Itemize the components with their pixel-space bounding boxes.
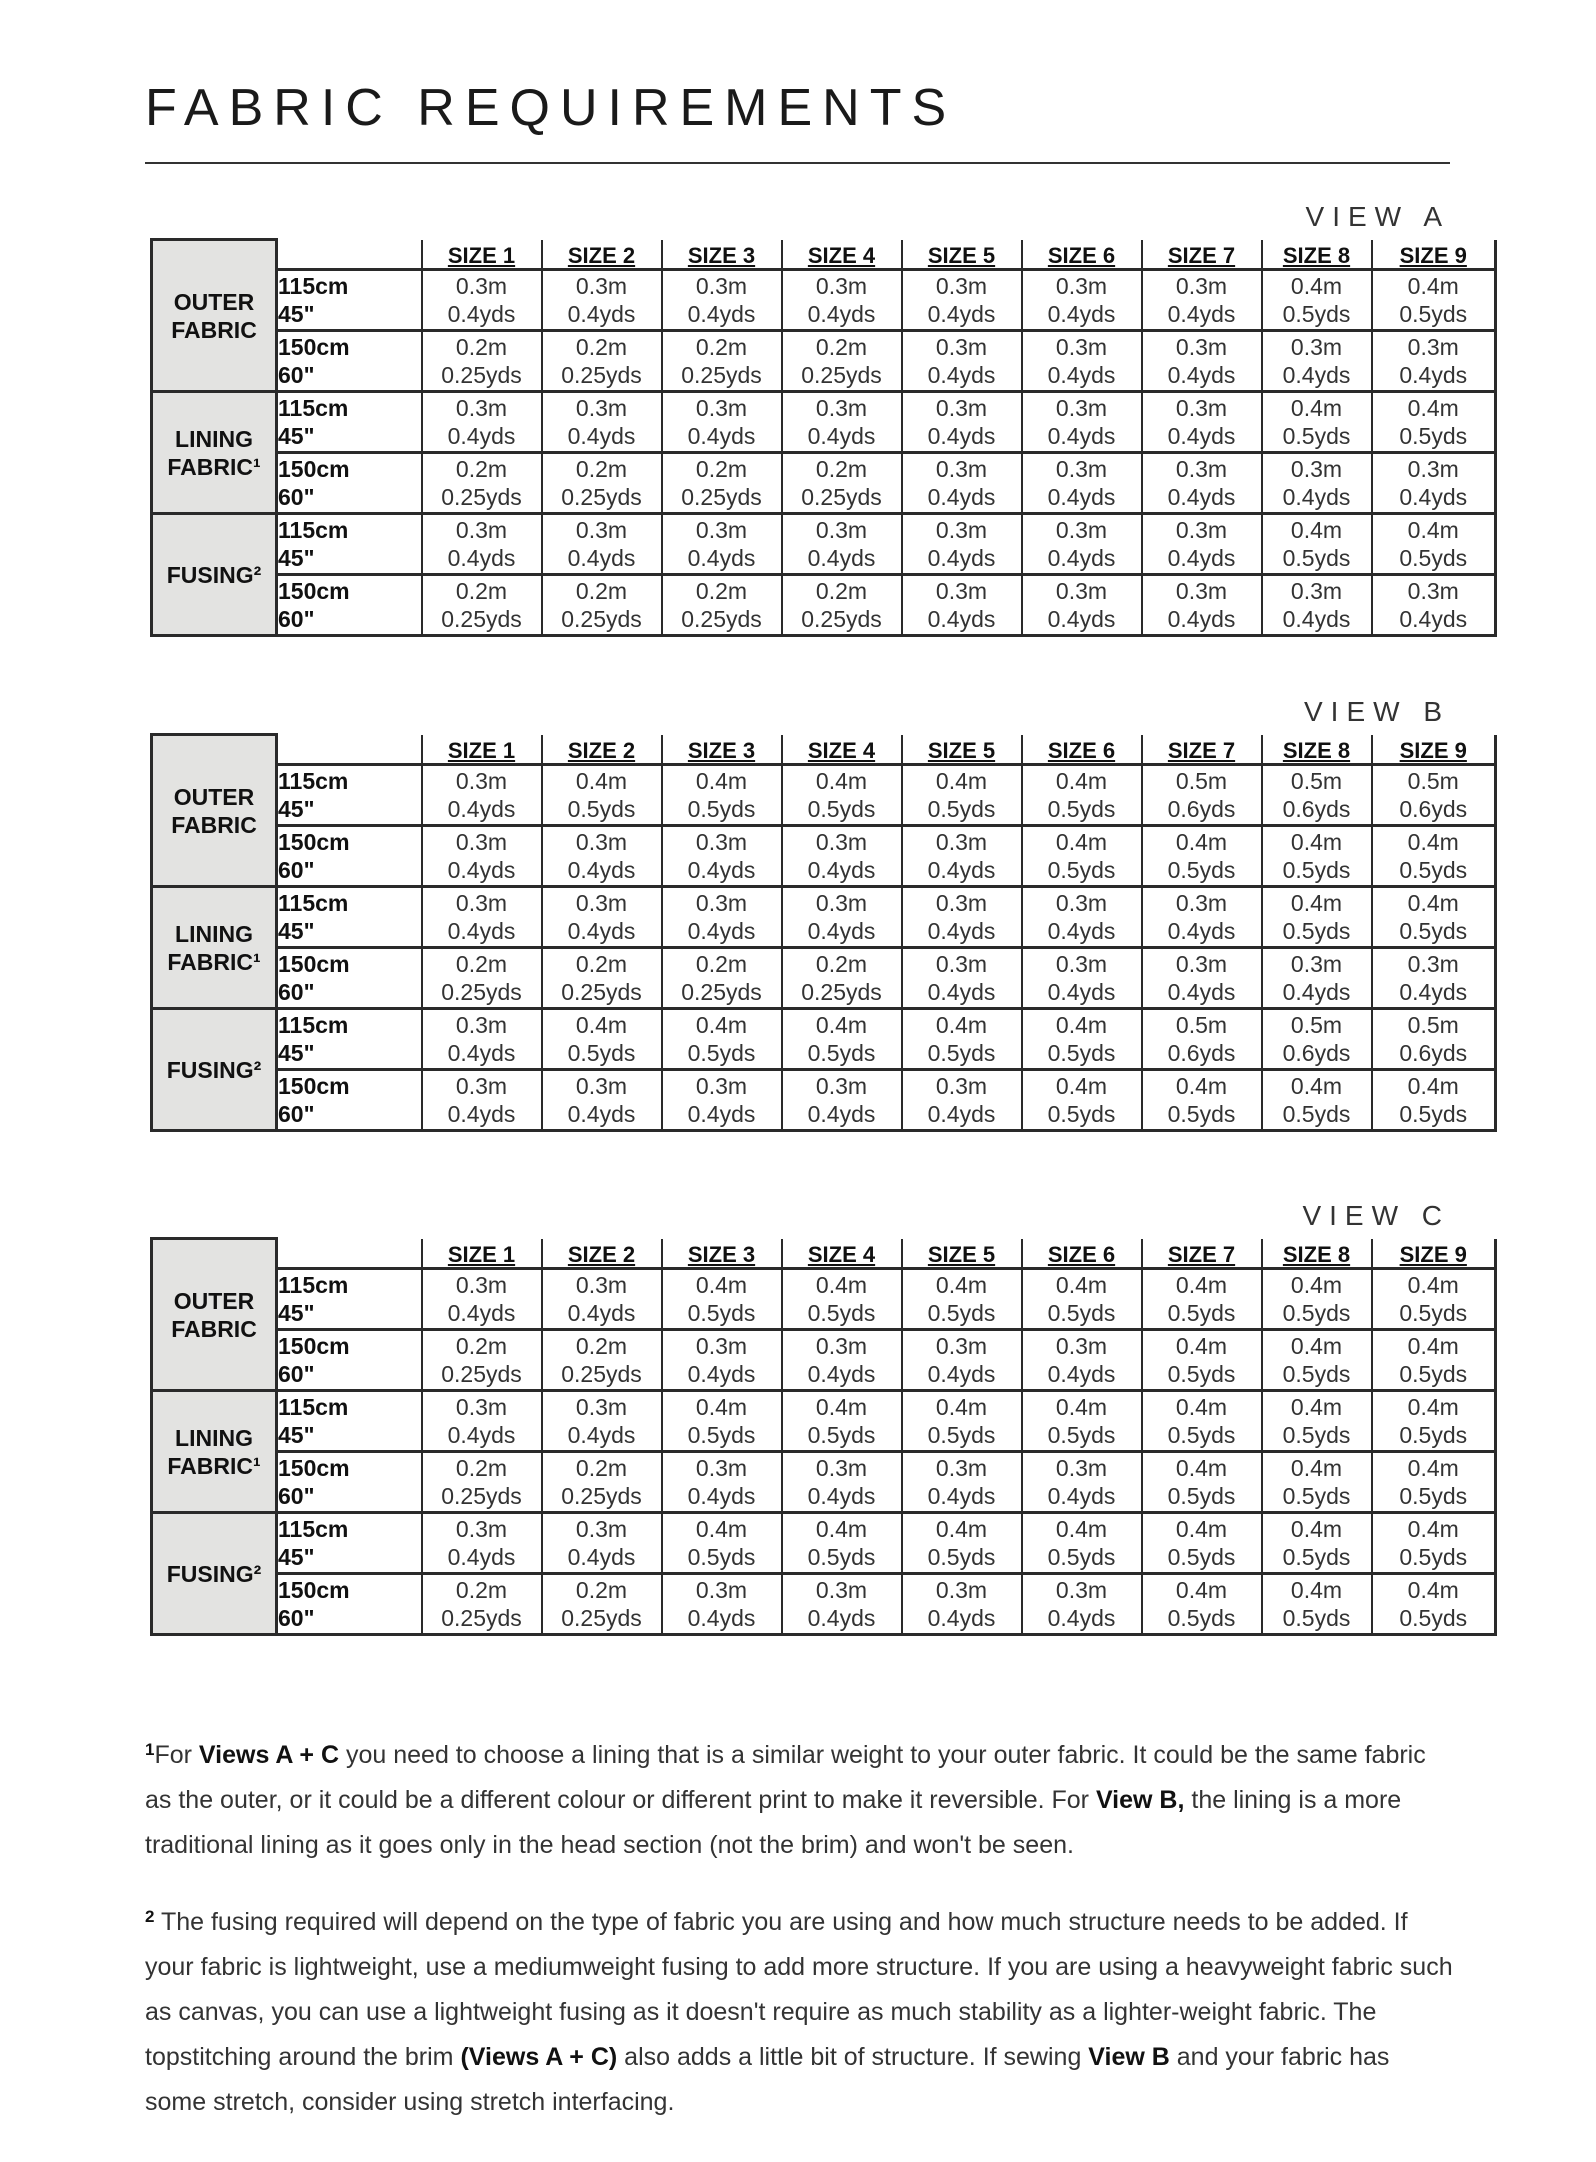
requirement-cell: 0.4m 0.5yds (1022, 1070, 1142, 1131)
size-header: SIZE 2 (542, 1239, 662, 1269)
requirement-cell: 0.3m 0.4yds (662, 270, 782, 331)
requirement-cell: 0.4m 0.5yds (1022, 1009, 1142, 1070)
requirement-cell: 0.2m 0.25yds (662, 948, 782, 1009)
requirement-cell: 0.3m 0.4yds (782, 1330, 902, 1391)
requirement-cell: 0.3m 0.4yds (422, 1391, 542, 1452)
fabric-width: 150cm 60" (277, 331, 422, 392)
view-a-table (150, 238, 1497, 637)
size-header: SIZE 3 (662, 240, 782, 270)
title-divider (145, 162, 1450, 164)
requirement-cell: 0.4m 0.5yds (1372, 887, 1496, 948)
size-header: SIZE 3 (662, 1239, 782, 1269)
requirement-cell: 0.3m 0.4yds (1022, 1330, 1142, 1391)
requirement-cell: 0.3m 0.4yds (662, 887, 782, 948)
requirement-cell: 0.3m 0.4yds (902, 826, 1022, 887)
size-header: SIZE 7 (1142, 1239, 1262, 1269)
requirement-cell: 0.3m 0.4yds (902, 392, 1022, 453)
requirement-cell: 0.3m 0.4yds (542, 1269, 662, 1330)
requirement-cell: 0.4m 0.5yds (1262, 887, 1372, 948)
footnote-text: you need to choose a lining that is a similar weight to your outer fabric. It could be the same fabric as the outer, or it could be a different colour or different print to make it reversible. For (145, 1741, 1426, 1814)
requirement-cell: 0.4m 0.5yds (1142, 1330, 1262, 1391)
table-row (152, 575, 1496, 636)
requirement-cell: 0.4m 0.5yds (782, 1391, 902, 1452)
footnote-emphasis: View B (1088, 2043, 1170, 2071)
requirement-cell: 0.3m 0.4yds (1022, 575, 1142, 636)
requirement-cell: 0.3m 0.4yds (422, 1513, 542, 1574)
requirement-cell: 0.3m 0.4yds (1142, 514, 1262, 575)
requirement-cell: 0.2m 0.25yds (422, 575, 542, 636)
footnote-text: the lining is a more traditional lining as it goes only in the head section (not the brim) and won't be seen. (145, 1786, 1402, 1859)
requirement-cell: 0.3m 0.4yds (782, 514, 902, 575)
requirement-cell: 0.3m 0.4yds (1372, 948, 1496, 1009)
requirement-cell: 0.3m 0.4yds (782, 1452, 902, 1513)
table-row (152, 331, 1496, 392)
requirement-cell: 0.3m 0.4yds (422, 1269, 542, 1330)
requirement-cell: 0.4m 0.5yds (782, 1269, 902, 1330)
requirement-cell: 0.3m 0.4yds (1262, 453, 1372, 514)
requirement-cell: 0.2m 0.25yds (542, 575, 662, 636)
requirement-cell: 0.3m 0.4yds (1022, 392, 1142, 453)
size-header: SIZE 1 (422, 735, 542, 765)
requirement-cell: 0.4m 0.5yds (1372, 1330, 1496, 1391)
requirement-cell: 0.4m 0.5yds (1372, 826, 1496, 887)
requirement-cell: 0.3m 0.4yds (1372, 453, 1496, 514)
group-label: OUTER FABRIC (152, 1239, 277, 1391)
requirement-cell: 0.4m 0.5yds (1372, 514, 1496, 575)
requirement-cell: 0.4m 0.5yds (1022, 1391, 1142, 1452)
footnote-emphasis: Views A + C (198, 1741, 340, 1769)
requirement-cell: 0.3m 0.4yds (1022, 453, 1142, 514)
footnote-text: For (154, 1741, 199, 1769)
requirement-cell: 0.4m 0.5yds (782, 1009, 902, 1070)
requirement-cell: 0.3m 0.4yds (1142, 453, 1262, 514)
requirement-cell: 0.3m 0.4yds (902, 331, 1022, 392)
requirement-cell: 0.3m 0.4yds (422, 514, 542, 575)
size-header: SIZE 1 (422, 1239, 542, 1269)
requirement-cell: 0.4m 0.5yds (1142, 1452, 1262, 1513)
requirement-cell: 0.3m 0.4yds (1022, 514, 1142, 575)
table-row (152, 392, 1496, 453)
requirement-cell: 0.3m 0.4yds (902, 270, 1022, 331)
requirement-cell: 0.3m 0.4yds (422, 887, 542, 948)
view-b-table (150, 733, 1497, 1132)
requirement-cell: 0.3m 0.4yds (1142, 575, 1262, 636)
requirement-cell: 0.3m 0.4yds (1372, 575, 1496, 636)
requirement-cell: 0.4m 0.5yds (1262, 1330, 1372, 1391)
requirement-cell: 0.4m 0.5yds (1262, 270, 1372, 331)
requirement-cell: 0.3m 0.4yds (542, 1070, 662, 1131)
size-header: SIZE 2 (542, 240, 662, 270)
requirement-cell: 0.3m 0.4yds (782, 1070, 902, 1131)
requirement-cell: 0.5m 0.6yds (1372, 1009, 1496, 1070)
requirement-cell: 0.4m 0.5yds (662, 1391, 782, 1452)
requirement-cell: 0.4m 0.5yds (902, 765, 1022, 826)
table-row (152, 1513, 1496, 1574)
requirement-cell: 0.2m 0.25yds (542, 1452, 662, 1513)
table-row (152, 1070, 1496, 1131)
requirement-cell: 0.3m 0.4yds (422, 1070, 542, 1131)
requirement-cell: 0.4m 0.5yds (1262, 514, 1372, 575)
table-row (152, 1009, 1496, 1070)
size-header: SIZE 4 (782, 1239, 902, 1269)
requirement-cell: 0.4m 0.5yds (1022, 765, 1142, 826)
requirement-cell: 0.4m 0.5yds (1372, 1070, 1496, 1131)
requirement-cell: 0.2m 0.25yds (782, 331, 902, 392)
requirement-cell: 0.4m 0.5yds (662, 1009, 782, 1070)
requirement-cell: 0.4m 0.5yds (662, 765, 782, 826)
requirement-cell: 0.3m 0.4yds (1142, 270, 1262, 331)
requirement-cell: 0.4m 0.5yds (1262, 1574, 1372, 1635)
size-header: SIZE 9 (1372, 1239, 1496, 1269)
requirement-cell: 0.3m 0.4yds (662, 1070, 782, 1131)
fabric-width: 115cm 45" (277, 887, 422, 948)
size-header: SIZE 6 (1022, 240, 1142, 270)
requirement-cell: 0.2m 0.25yds (422, 1574, 542, 1635)
requirement-cell: 0.3m 0.4yds (1142, 887, 1262, 948)
table-row (152, 948, 1496, 1009)
group-label: FUSING² (152, 1513, 277, 1635)
group-label: LINING FABRIC¹ (152, 887, 277, 1009)
requirement-cell: 0.3m 0.4yds (902, 453, 1022, 514)
fabric-width: 150cm 60" (277, 1070, 422, 1131)
requirement-cell: 0.4m 0.5yds (902, 1269, 1022, 1330)
requirement-cell: 0.5m 0.6yds (1142, 765, 1262, 826)
fabric-width: 150cm 60" (277, 453, 422, 514)
requirement-cell: 0.5m 0.6yds (1372, 765, 1496, 826)
footnote-text: also adds a little bit of structure. If sewing (617, 2043, 1089, 2071)
group-label: OUTER FABRIC (152, 240, 277, 392)
fabric-width: 150cm 60" (277, 948, 422, 1009)
size-header: SIZE 4 (782, 735, 902, 765)
requirement-cell: 0.5m 0.6yds (1142, 1009, 1262, 1070)
fabric-width: 150cm 60" (277, 826, 422, 887)
requirement-cell: 0.4m 0.5yds (1372, 270, 1496, 331)
requirement-cell: 0.4m 0.5yds (1372, 1574, 1496, 1635)
footnote-marker: 2 (145, 1907, 155, 1926)
requirement-cell: 0.3m 0.4yds (902, 1070, 1022, 1131)
requirement-cell: 0.3m 0.4yds (902, 1330, 1022, 1391)
requirement-cell: 0.4m 0.5yds (782, 1513, 902, 1574)
requirement-cell: 0.4m 0.5yds (1022, 1513, 1142, 1574)
requirement-cell: 0.5m 0.6yds (1262, 765, 1372, 826)
fabric-width: 150cm 60" (277, 575, 422, 636)
requirement-cell: 0.4m 0.5yds (782, 765, 902, 826)
requirement-cell: 0.3m 0.4yds (422, 392, 542, 453)
footnote-1 (145, 1727, 1455, 1868)
requirement-cell: 0.2m 0.25yds (422, 1330, 542, 1391)
requirement-cell: 0.2m 0.25yds (542, 1574, 662, 1635)
group-label: LINING FABRIC¹ (152, 392, 277, 514)
group-label: LINING FABRIC¹ (152, 1391, 277, 1513)
group-label: FUSING² (152, 1009, 277, 1131)
requirement-cell: 0.3m 0.4yds (902, 948, 1022, 1009)
header-corner (277, 735, 422, 765)
requirement-cell: 0.3m 0.4yds (422, 270, 542, 331)
size-header: SIZE 9 (1372, 240, 1496, 270)
requirement-cell: 0.3m 0.4yds (902, 887, 1022, 948)
requirement-cell: 0.3m 0.4yds (662, 514, 782, 575)
size-header: SIZE 5 (902, 240, 1022, 270)
size-header: SIZE 9 (1372, 735, 1496, 765)
requirement-cell: 0.5m 0.6yds (1262, 1009, 1372, 1070)
size-header: SIZE 8 (1262, 1239, 1372, 1269)
requirement-cell: 0.3m 0.4yds (1022, 887, 1142, 948)
header-corner (277, 240, 422, 270)
requirement-cell: 0.4m 0.5yds (1262, 1513, 1372, 1574)
group-label: FUSING² (152, 514, 277, 636)
requirement-cell: 0.3m 0.4yds (1022, 270, 1142, 331)
requirement-cell: 0.2m 0.25yds (782, 575, 902, 636)
fabric-width: 115cm 45" (277, 765, 422, 826)
fabric-width: 115cm 45" (277, 270, 422, 331)
fabric-width: 150cm 60" (277, 1330, 422, 1391)
requirement-cell: 0.3m 0.4yds (542, 392, 662, 453)
requirement-cell: 0.4m 0.5yds (1142, 1574, 1262, 1635)
requirement-cell: 0.4m 0.5yds (1142, 1391, 1262, 1452)
requirement-cell: 0.4m 0.5yds (662, 1269, 782, 1330)
requirement-cell: 0.4m 0.5yds (542, 765, 662, 826)
table-row (152, 1330, 1496, 1391)
requirement-cell: 0.4m 0.5yds (1262, 826, 1372, 887)
requirement-cell: 0.3m 0.4yds (902, 1452, 1022, 1513)
size-header: SIZE 8 (1262, 240, 1372, 270)
size-header: SIZE 2 (542, 735, 662, 765)
requirement-cell: 0.3m 0.4yds (1142, 331, 1262, 392)
requirement-cell: 0.2m 0.25yds (542, 948, 662, 1009)
requirement-cell: 0.3m 0.4yds (662, 1452, 782, 1513)
requirement-cell: 0.3m 0.4yds (1022, 1452, 1142, 1513)
size-header: SIZE 7 (1142, 240, 1262, 270)
view-b-label: VIEW B (1303, 696, 1450, 727)
size-header: SIZE 5 (902, 1239, 1022, 1269)
size-header: SIZE 1 (422, 240, 542, 270)
requirement-cell: 0.2m 0.25yds (422, 331, 542, 392)
requirement-cell: 0.3m 0.4yds (662, 826, 782, 887)
requirement-cell: 0.3m 0.4yds (1262, 575, 1372, 636)
view-a-label: VIEW A (1305, 201, 1450, 232)
table-row (152, 514, 1496, 575)
fabric-width: 115cm 45" (277, 392, 422, 453)
requirement-cell: 0.4m 0.5yds (1142, 1513, 1262, 1574)
requirement-cell: 0.4m 0.5yds (1372, 392, 1496, 453)
requirement-cell: 0.4m 0.5yds (1142, 826, 1262, 887)
requirement-cell: 0.4m 0.5yds (902, 1009, 1022, 1070)
table-row (152, 1391, 1496, 1452)
requirement-cell: 0.2m 0.25yds (422, 948, 542, 1009)
footnote-text: and your fabric has some stretch, consider using stretch interfacing. (145, 2043, 1390, 2116)
requirement-cell: 0.3m 0.4yds (1022, 948, 1142, 1009)
requirement-cell: 0.4m 0.5yds (1022, 826, 1142, 887)
requirement-cell: 0.4m 0.5yds (1142, 1070, 1262, 1131)
table-row (152, 1452, 1496, 1513)
requirement-cell: 0.3m 0.4yds (662, 392, 782, 453)
requirement-cell: 0.3m 0.4yds (662, 1330, 782, 1391)
requirement-cell: 0.2m 0.25yds (782, 453, 902, 514)
requirement-cell: 0.4m 0.5yds (1372, 1513, 1496, 1574)
footnote-2 (145, 1894, 1455, 2125)
view-c-label: VIEW C (1302, 1200, 1450, 1231)
requirement-cell: 0.3m 0.4yds (1142, 948, 1262, 1009)
requirement-cell: 0.3m 0.4yds (782, 887, 902, 948)
fabric-width: 115cm 45" (277, 514, 422, 575)
footnote-text: The fusing required will depend on the type of fabric you are using and how much structure needs to be added. If your fabric is lightweight, use a mediumweight fusing to add more structure. If you are using a heavyweight fabric such as canvas, you can use a lightweight fusing as it doesn't require as much stability as a lighter-weight fabric. The topstitching around the brim (145, 1908, 1453, 2071)
requirement-cell: 0.3m 0.4yds (782, 270, 902, 331)
requirement-cell: 0.2m 0.25yds (422, 453, 542, 514)
requirement-cell: 0.2m 0.25yds (542, 331, 662, 392)
requirement-cell: 0.2m 0.25yds (662, 453, 782, 514)
requirement-cell: 0.3m 0.4yds (542, 1391, 662, 1452)
requirement-cell: 0.4m 0.5yds (1142, 1269, 1262, 1330)
requirement-cell: 0.3m 0.4yds (542, 826, 662, 887)
view-c-table (150, 1237, 1497, 1636)
requirement-cell: 0.3m 0.4yds (542, 514, 662, 575)
requirement-cell: 0.4m 0.5yds (1262, 392, 1372, 453)
requirement-cell: 0.2m 0.25yds (542, 1330, 662, 1391)
requirement-cell: 0.3m 0.4yds (1262, 331, 1372, 392)
requirement-cell: 0.3m 0.4yds (422, 826, 542, 887)
requirement-cell: 0.3m 0.4yds (542, 270, 662, 331)
requirement-cell: 0.4m 0.5yds (1262, 1452, 1372, 1513)
requirement-cell: 0.3m 0.4yds (542, 1513, 662, 1574)
size-header: SIZE 5 (902, 735, 1022, 765)
size-header-row (152, 735, 1496, 765)
page-title: FABRIC REQUIREMENTS (145, 79, 957, 137)
table-row (152, 270, 1496, 331)
footnote-emphasis: View B, (1095, 1786, 1185, 1814)
requirement-cell: 0.4m 0.5yds (1262, 1391, 1372, 1452)
requirement-cell: 0.3m 0.4yds (1022, 331, 1142, 392)
requirement-cell: 0.4m 0.5yds (1372, 1391, 1496, 1452)
requirement-cell: 0.4m 0.5yds (902, 1391, 1022, 1452)
requirement-cell: 0.3m 0.4yds (902, 1574, 1022, 1635)
requirement-cell: 0.4m 0.5yds (662, 1513, 782, 1574)
requirement-cell: 0.4m 0.5yds (1262, 1269, 1372, 1330)
group-label: OUTER FABRIC (152, 735, 277, 887)
size-header: SIZE 8 (1262, 735, 1372, 765)
requirement-cell: 0.3m 0.4yds (1022, 1574, 1142, 1635)
fabric-width: 115cm 45" (277, 1009, 422, 1070)
requirement-cell: 0.3m 0.4yds (1142, 392, 1262, 453)
requirement-cell: 0.4m 0.5yds (1372, 1269, 1496, 1330)
size-header: SIZE 3 (662, 735, 782, 765)
requirement-cell: 0.3m 0.4yds (662, 1574, 782, 1635)
requirement-cell: 0.3m 0.4yds (1262, 948, 1372, 1009)
size-header: SIZE 6 (1022, 735, 1142, 765)
footnote-emphasis: (Views A + C) (460, 2043, 618, 2071)
header-corner (277, 1239, 422, 1269)
size-header: SIZE 7 (1142, 735, 1262, 765)
requirement-cell: 0.2m 0.25yds (422, 1452, 542, 1513)
fabric-width: 150cm 60" (277, 1452, 422, 1513)
table-row (152, 1269, 1496, 1330)
size-header-row (152, 240, 1496, 270)
table-row (152, 826, 1496, 887)
requirement-cell: 0.4m 0.5yds (1022, 1269, 1142, 1330)
requirement-cell: 0.4m 0.5yds (1372, 1452, 1496, 1513)
size-header: SIZE 6 (1022, 1239, 1142, 1269)
requirement-cell: 0.4m 0.5yds (1262, 1070, 1372, 1131)
requirement-cell: 0.3m 0.4yds (902, 514, 1022, 575)
requirement-cell: 0.2m 0.25yds (662, 331, 782, 392)
fabric-width: 115cm 45" (277, 1391, 422, 1452)
fabric-width: 115cm 45" (277, 1513, 422, 1574)
fabric-width: 150cm 60" (277, 1574, 422, 1635)
requirement-cell: 0.3m 0.4yds (422, 1009, 542, 1070)
requirement-cell: 0.3m 0.4yds (542, 887, 662, 948)
requirement-cell: 0.4m 0.5yds (542, 1009, 662, 1070)
footnote-marker: 1 (145, 1740, 155, 1759)
requirement-cell: 0.3m 0.4yds (422, 765, 542, 826)
size-header: SIZE 4 (782, 240, 902, 270)
requirement-cell: 0.3m 0.4yds (782, 392, 902, 453)
table-row (152, 453, 1496, 514)
requirement-cell: 0.2m 0.25yds (662, 575, 782, 636)
fabric-width: 115cm 45" (277, 1269, 422, 1330)
size-header-row (152, 1239, 1496, 1269)
requirement-cell: 0.3m 0.4yds (782, 1574, 902, 1635)
requirement-cell: 0.2m 0.25yds (542, 453, 662, 514)
table-row (152, 765, 1496, 826)
requirement-cell: 0.2m 0.25yds (782, 948, 902, 1009)
requirement-cell: 0.3m 0.4yds (902, 575, 1022, 636)
requirement-cell: 0.4m 0.5yds (902, 1513, 1022, 1574)
requirement-cell: 0.3m 0.4yds (1372, 331, 1496, 392)
table-row (152, 1574, 1496, 1635)
table-row (152, 887, 1496, 948)
requirement-cell: 0.3m 0.4yds (782, 826, 902, 887)
